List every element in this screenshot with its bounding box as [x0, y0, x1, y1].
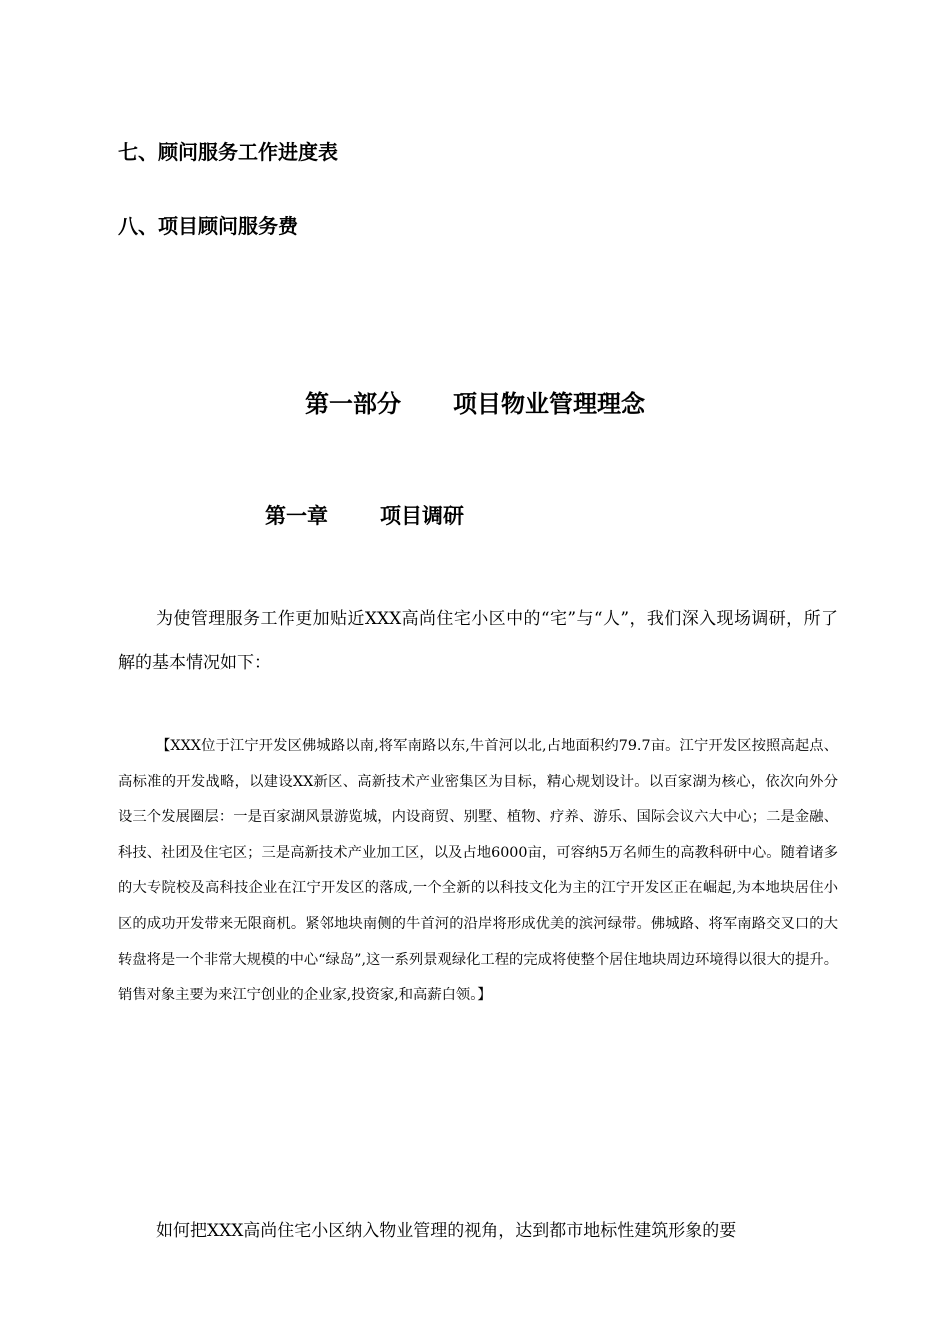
- part-title: 项目物业管理理念: [453, 390, 645, 418]
- closing-paragraph: 如何把XXX高尚住宅小区纳入物业管理的视角，达到都市地标性建筑形象的要: [156, 1221, 737, 1241]
- chapter-heading: [265, 502, 464, 530]
- chapter-title: 项目调研: [380, 504, 464, 528]
- part-label: 第一部分: [305, 390, 401, 418]
- project-overview-quote: 【XXX位于江宁开发区佛城路以南,将军南路以东,牛首河以北,占地面积约79.7亩。江宁开发区按照高起点、高标准的开发战略，以建设XX新区、高新技术产业密集区为目标，精心规划设计。以百家湖为核心，依次向外分设三个发展圈层：一是百家湖风景游览城，内设商贸、别墅、植物、疗养、游乐、国际会议六大中心；二是金融、科技、社团及住宅区；三是高新技术产业加工区，以及占地6000亩，可容纳5万名师生的高教科研中心。随着诸多的大专院校及高科技企业在江宁开发区的落成,一个全新的以科技文化为主的江宁开发区正在崛起,为本地块居住小区的成功开发带来无限商机。紧邻地块南侧的牛首河的沿岸将形成优美的滨河绿带。佛城路、将军南路交叉口的大转盘将是一个非常大规模的中心“绿岛”,这一系列景观绿化工程的完成将使整个居住地块周边环境得以很大的提升。销售对象主要为来江宁创业的企业家,投资家,和高薪白领。】: [118, 738, 838, 1004]
- toc-item-progress-schedule: 七、顾问服务工作进度表: [118, 140, 338, 164]
- toc-item-consulting-fee: 八、项目顾问服务费: [118, 214, 298, 238]
- part-heading: [0, 389, 950, 419]
- chapter-label: 第一章: [265, 504, 328, 528]
- intro-paragraph: 为使管理服务工作更加贴近XXX高尚住宅小区中的“宅”与“人”，我们深入现场调研，所了解的基本情况如下：: [118, 609, 838, 673]
